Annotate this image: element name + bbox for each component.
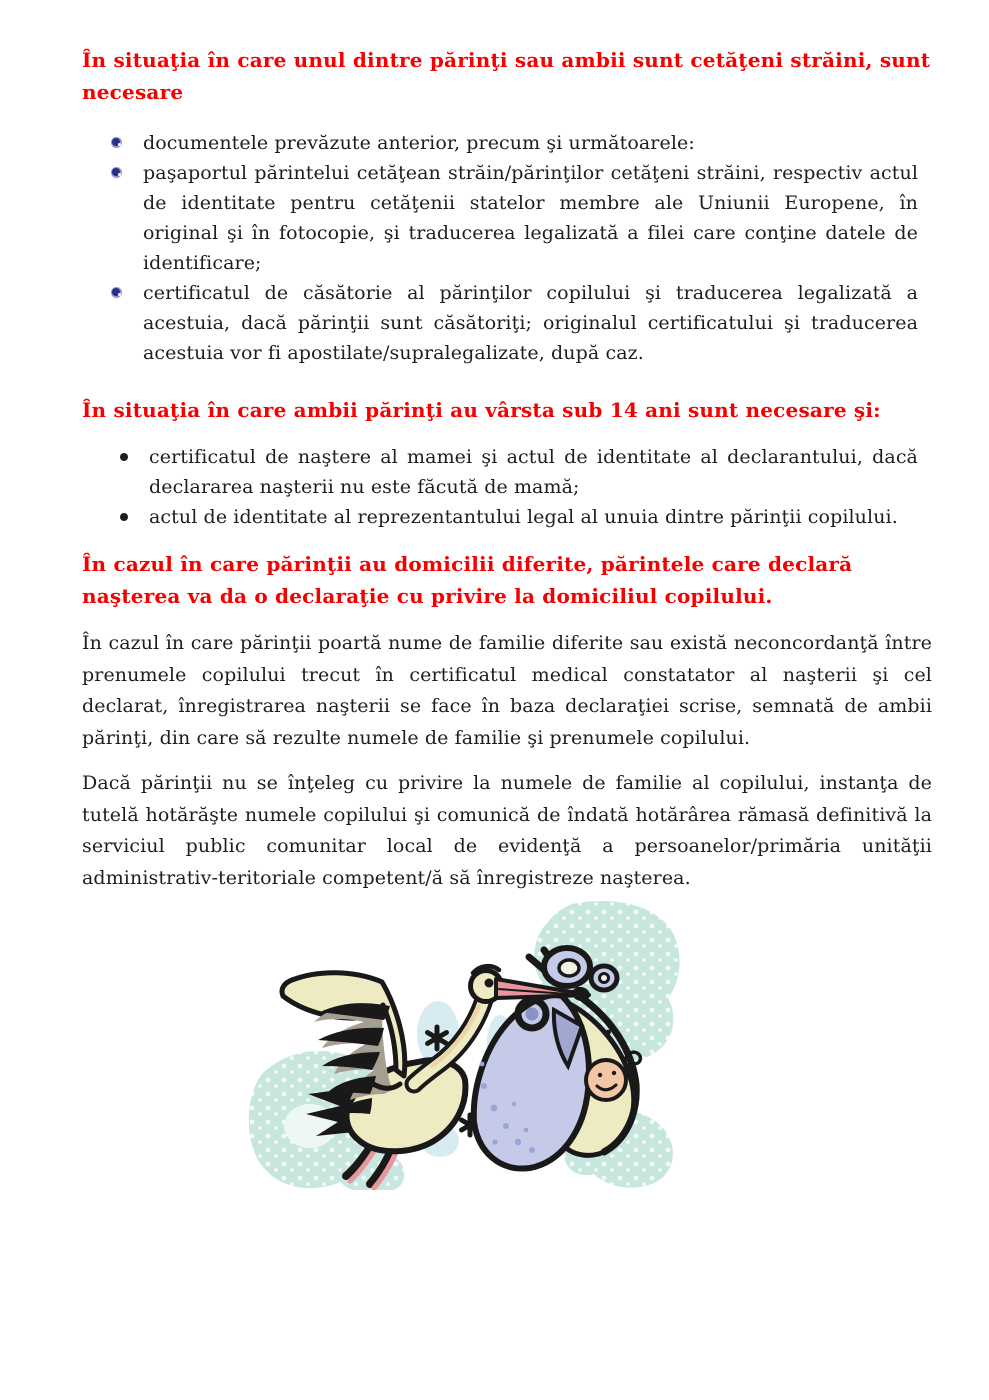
- sphere-bullet-icon: [111, 167, 122, 178]
- stork-baby-illustration: [232, 894, 682, 1190]
- list-item: [82, 442, 918, 502]
- dot-bullet-icon: [120, 453, 128, 461]
- paragraph-court-decision: Dacă părinţii nu se înţeleg cu privire la numele de familie al copilului, instanţa de tutelă hotărăşte numele copilului şi comunică de îndată hotărârea rămasă definitivă la serviciul public comunitar local de evidenţă a persoanelor/primăria unităţii administrativ-teritoriale competent/ă să înregistreze naşterea.: [82, 772, 932, 889]
- list-item: [82, 128, 918, 158]
- paragraph-different-names: În cazul în care părinţii poartă nume de familie diferite sau există neconcordanţă între prenumele copilului trecut în certificatul medical constatator al naşterii şi cel declarat, înregistrarea naşterii se face în baza declaraţiei scrise, semnată de ambii părinţi, din care să rezulte numele de familie şi prenumele copilului.: [82, 632, 932, 749]
- heading-minor-parents: În situaţia în care ambii părinţi au vârsta sub 14 ani sunt necesare şi:: [82, 398, 881, 422]
- list-minor-parents: [82, 442, 918, 532]
- sphere-bullet-icon: [111, 137, 122, 148]
- sphere-bullet-icon: [111, 287, 122, 298]
- stork-baby-clipart-svg: [232, 894, 682, 1190]
- heading-different-domiciles: În cazul în care părinţii au domicilii diferite, părintele care declară naşterea va da o declaraţie cu privire la domiciliul copilului.: [82, 552, 853, 608]
- list-item: [82, 278, 918, 368]
- list-item: [82, 502, 918, 532]
- stork-eye: [485, 979, 494, 988]
- list-item-text: documentele prevăzute anterior, precum şi următoarele:: [143, 132, 695, 154]
- list-item-text: actul de identitate al reprezentantului legal al unuia dintre părinţii copilului.: [149, 506, 898, 528]
- dot-bullet-icon: [120, 513, 128, 521]
- list-item-text: certificatul de naştere al mamei şi actul de identitate al declarantului, dacă declararea naşterii nu este făcută de mamă;: [149, 446, 918, 498]
- list-foreign-parents: [82, 128, 918, 368]
- list-item: [82, 158, 918, 278]
- list-item-text: paşaportul părintelui cetăţean străin/părinţilor cetăţeni străini, respectiv actul de identitate pentru cetăţenii statelor membre ale Uniunii Europene, în original şi în fotocopie, şi traducerea legalizată a filei care conţine datele de identificare;: [143, 162, 918, 274]
- heading-foreign-parents: În situaţia în care unul dintre părinţi sau ambii sunt cetăţeni străini, sunt necesare: [82, 48, 931, 104]
- list-item-text: certificatul de căsătorie al părinţilor copilului şi traducerea legalizată a acestuia, dacă părinţii sunt căsătoriţi; originalul certificatului şi traducerea acestuia vor fi apostilate/supralegalizate, după caz.: [143, 282, 918, 364]
- baby-face: [586, 1060, 626, 1100]
